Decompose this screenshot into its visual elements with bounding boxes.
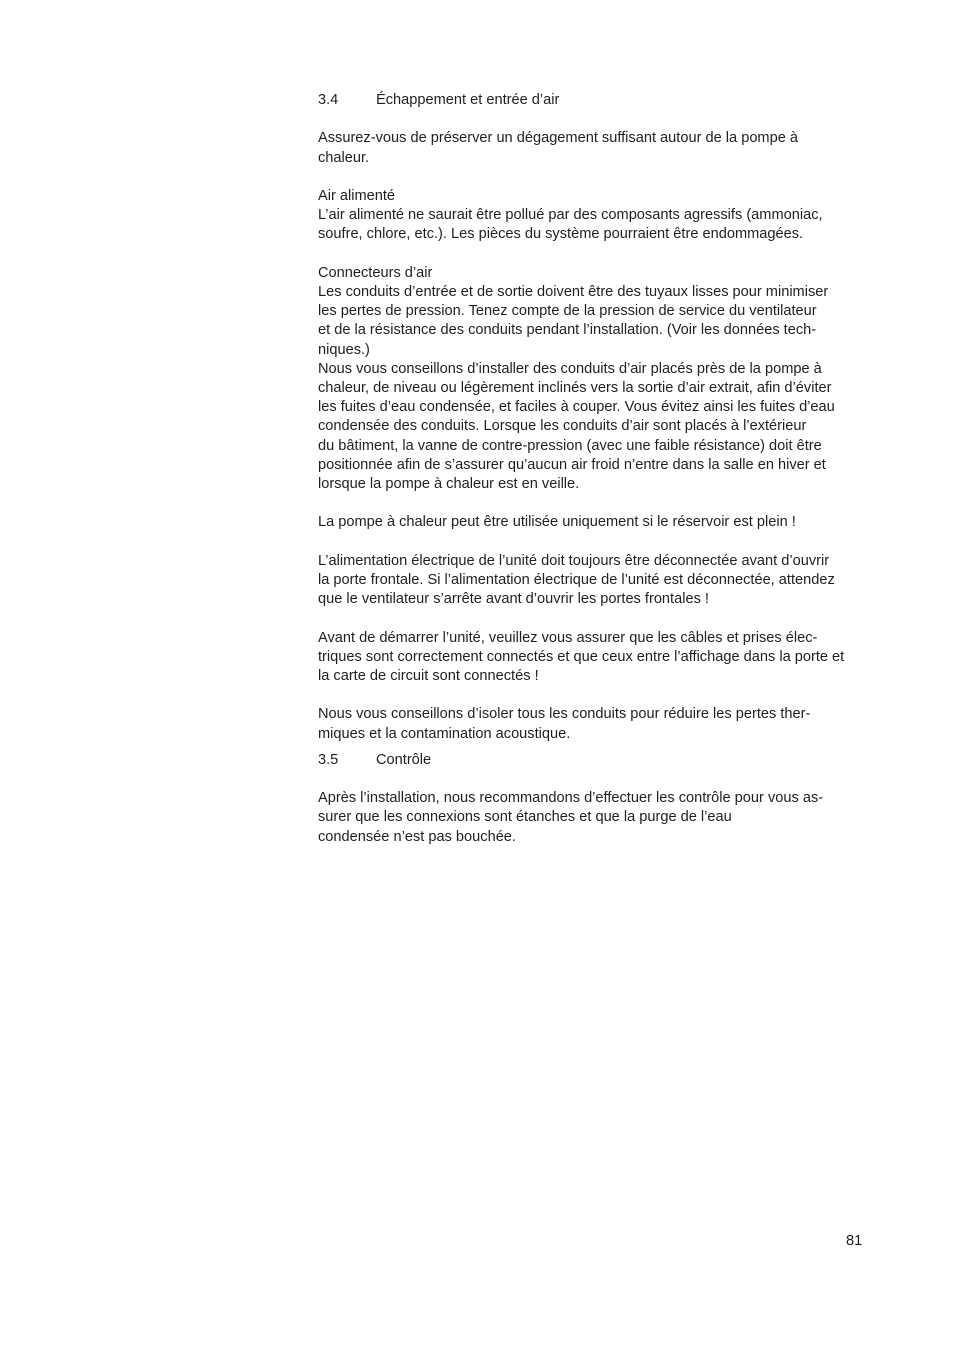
text-line: Nous vous conseillons d’isoler tous les conduits pour réduire les pertes ther- <box>318 706 811 723</box>
section-3-4-title: Échappement et entrée d’air <box>376 92 560 108</box>
text-line: condensée n’est pas bouchée. <box>318 828 516 845</box>
cables-warning <box>318 629 908 687</box>
power-warning <box>318 552 908 610</box>
air-supply-subheading: Air alimenté <box>318 187 396 204</box>
section-3-5-title: Contrôle <box>376 751 432 768</box>
text-line: surer que les connexions sont étanches et que la purge de l’eau <box>318 809 732 826</box>
section-3-4-number: 3.4 <box>318 92 339 108</box>
air-connectors-subheading: Connecteurs d’air <box>318 264 433 281</box>
intro-paragraph <box>318 129 908 167</box>
text-line: Assurez-vous de préserver un dégagement suffisant autour de la pompe à <box>318 130 798 147</box>
text-line: les fuites d’eau condensée, et faciles à couper. Vous évitez ainsi les fuites d’eau <box>318 399 835 416</box>
text-line: Les conduits d’entrée et de sortie doivent être des tuyaux lisses pour minimiser <box>318 283 829 300</box>
section-3-4-heading <box>318 91 908 110</box>
text-line: la porte frontale. Si l’alimentation électrique de l’unité est déconnectée, attendez <box>318 572 835 588</box>
text-line: lorsque la pompe à chaleur est en veille. <box>318 476 580 493</box>
text-line: L’alimentation électrique de l’unité doit toujours être déconnectée avant d’ouvrir <box>318 552 830 569</box>
text-line: la carte de circuit sont connectés ! <box>318 668 539 684</box>
text-line: Avant de démarrer l’unité, veuillez vous assurer que les câbles et prises élec- <box>318 629 818 646</box>
tank-warning <box>318 513 908 532</box>
control-paragraph <box>318 789 908 847</box>
text-line: niques.) <box>318 341 370 358</box>
air-connectors-block <box>318 264 908 494</box>
page-number: 81 <box>846 1233 863 1249</box>
insulation-advice <box>318 705 908 743</box>
text-line: chaleur. <box>318 149 370 166</box>
text-line: miques et la contamination acoustique. <box>318 725 571 742</box>
text-line: triques sont correctement connectés et que ceux entre l’affichage dans la porte et <box>318 648 845 665</box>
text-line: du bâtiment, la vanne de contre-pression (avec une faible résistance) doit être <box>318 437 822 454</box>
text-line: condensée des conduits. Lorsque les conduits d’air sont placés à l’extérieur <box>318 418 807 435</box>
text-line: soufre, chlore, etc.). Les pièces du système pourraient être endommagées. <box>318 226 804 243</box>
text-line: les pertes de pression. Tenez compte de la pression de service du ventilateur <box>318 303 817 320</box>
air-supply-block <box>318 187 908 245</box>
text-line: positionnée afin de s’assurer qu’aucun air froid n’entre dans la salle en hiver et <box>318 456 826 473</box>
section-3-5-number: 3.5 <box>318 751 339 768</box>
text-line: Nous vous conseillons d’installer des conduits d’air placés près de la pompe à <box>318 360 822 377</box>
section-3-5-heading <box>318 751 908 770</box>
text-line: Après l’installation, nous recommandons d’effectuer les contrôle pour vous as- <box>318 790 824 807</box>
text-line: chaleur, de niveau ou légèrement inclinés vers la sortie d’air extrait, afin d’éviter <box>318 380 832 396</box>
text-line: et de la résistance des conduits pendant l’installation. (Voir les données tech- <box>318 322 817 339</box>
text-line: La pompe à chaleur peut être utilisée uniquement si le réservoir est plein ! <box>318 514 796 531</box>
page-content <box>318 91 908 847</box>
text-line: que le ventilateur s’arrête avant d’ouvrir les portes frontales ! <box>318 591 709 608</box>
text-line: L’air alimenté ne saurait être pollué par des composants agressifs (ammoniac, <box>318 207 823 224</box>
